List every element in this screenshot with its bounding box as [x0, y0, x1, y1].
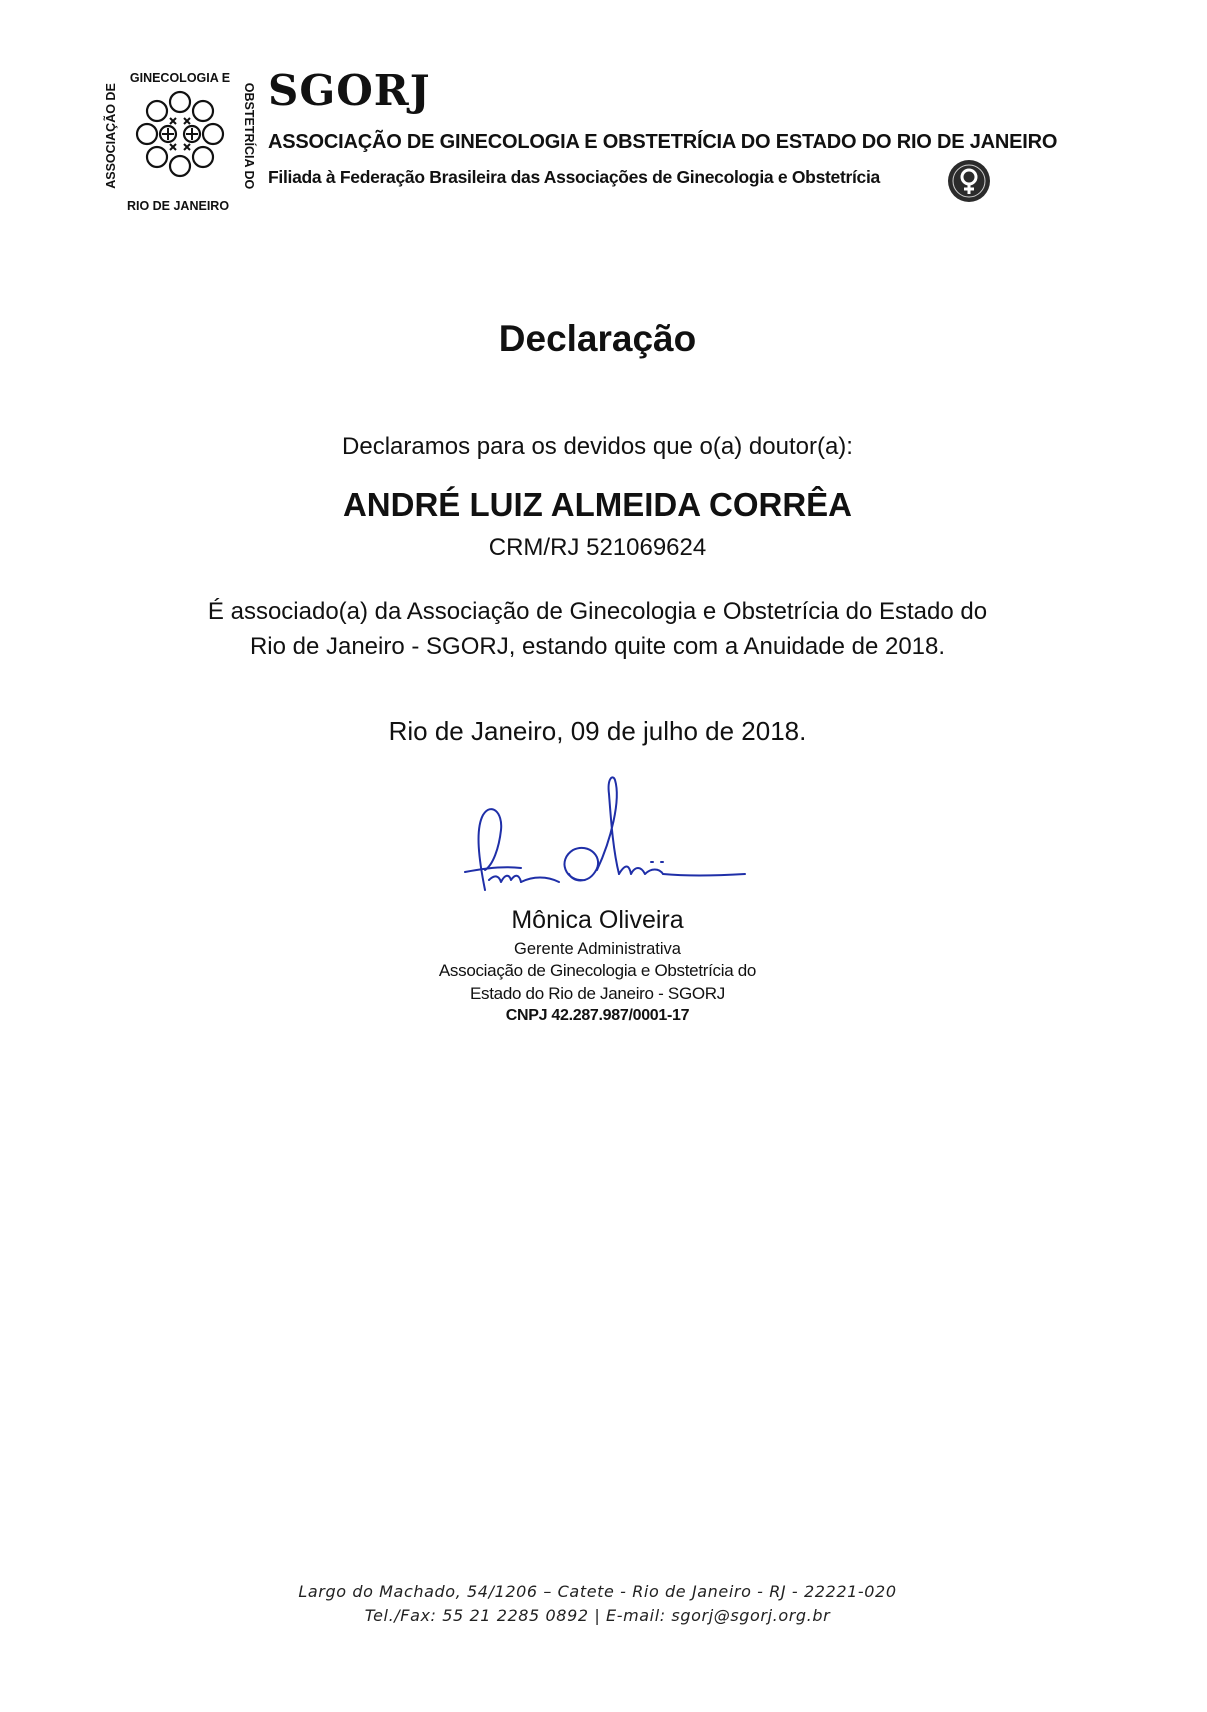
- sgorj-logo-icon: [100, 60, 260, 220]
- org-affiliation: Filiada à Federação Brasileira das Associações de Ginecologia e Obstetrícia: [268, 167, 880, 187]
- signer-org-line-2: Estado do Rio de Janeiro - SGORJ: [470, 984, 725, 1003]
- logo-ring-text-left: ASSOCIAÇÃO DE: [104, 83, 118, 189]
- statement-line-2: Rio de Janeiro - SGORJ, estando quite com a Anuidade de 2018.: [249, 633, 946, 660]
- logo-ring-text-right: OBSTETRÍCIA DO: [242, 82, 256, 190]
- signer-cnpj: CNPJ 42.287.987/0001-17: [505, 1007, 690, 1024]
- footer-contact: Tel./Fax: 55 21 2285 0892 | E-mail: sgorj@sgorj.org.br: [364, 1606, 831, 1625]
- doctor-name: ANDRÉ LUIZ ALMEIDA CORRÊA: [342, 486, 853, 523]
- logo-ring-text-bottom: RIO DE JANEIRO: [126, 199, 230, 213]
- febrasgo-seal-icon: [946, 158, 992, 204]
- signer-org-line-1: Associação de Ginecologia e Obstetrícia do: [438, 961, 757, 980]
- org-full-name: ASSOCIAÇÃO DE GINECOLOGIA E OBSTETRÍCIA DO ESTADO DO RIO DE JANEIRO: [268, 131, 1058, 153]
- crm-number: CRM/RJ 521069624: [488, 534, 707, 561]
- intro-text: Declaramos para os devidos que o(a) doutor(a):: [342, 433, 853, 460]
- signer-role: Gerente Administrativa: [514, 940, 681, 958]
- document-title: Declaração: [498, 318, 697, 359]
- handwritten-signature: [455, 770, 775, 910]
- signer-name: Mônica Oliveira: [511, 906, 684, 934]
- logo-ring-text-top: GINECOLOGIA E: [129, 71, 231, 85]
- place-and-date: Rio de Janeiro, 09 de julho de 2018.: [388, 716, 807, 746]
- footer-address: Largo do Machado, 54/1206 – Catete - Rio de Janeiro - RJ - 22221-020: [298, 1582, 897, 1601]
- statement-line-1: É associado(a) da Associação de Ginecologia e Obstetrícia do Estado do: [207, 598, 988, 625]
- org-short-name: SGORJ: [268, 66, 431, 115]
